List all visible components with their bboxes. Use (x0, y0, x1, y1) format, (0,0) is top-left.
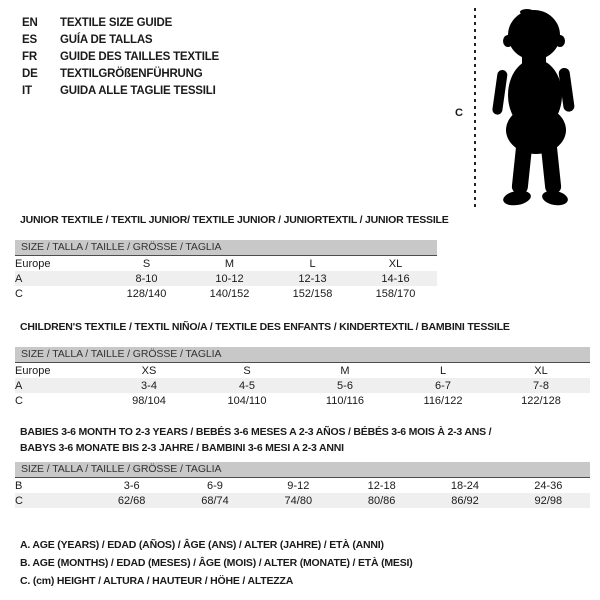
size-cell: S (243, 364, 251, 377)
table-row (15, 378, 590, 393)
table-title: JUNIOR TEXTILE / TEXTIL JUNIOR/ TEXTILE JUNIOR / JUNIORTEXTIL / JUNIOR TESSILE (20, 214, 449, 226)
size-cell: XL (534, 364, 548, 377)
size-cell: 5-6 (337, 379, 353, 392)
row-label: Europe (15, 257, 51, 270)
size-cell: 110/116 (325, 394, 365, 407)
size-cell: 152/158 (292, 287, 333, 300)
size-header-bar: SIZE / TALLA / TAILLE / GRÖSSE / TAGLIA (15, 462, 590, 478)
table-row (15, 363, 590, 378)
language-title: GUIDE DES TAILLES TEXTILE (60, 51, 219, 63)
size-cell: 74/80 (284, 494, 313, 507)
size-cell: 8-10 (135, 272, 158, 285)
language-title: GUIDA ALLE TAGLIE TESSILI (60, 85, 216, 97)
size-cell: 68/74 (201, 494, 229, 507)
size-cell: 3-6 (123, 479, 140, 492)
size-cell: 86/92 (451, 494, 479, 507)
size-cell: XS (141, 364, 157, 377)
language-title-list (22, 15, 219, 100)
junior-textile-table (15, 212, 449, 301)
table-title-line2: BABYS 3-6 MONATE BIS 2-3 JAHRE / BAMBINI 3-6 MESI A 2-3 ANNI (20, 442, 344, 454)
language-title: TEXTILE SIZE GUIDE (60, 17, 173, 29)
children-textile-table (15, 319, 590, 408)
table-row (15, 271, 437, 286)
height-measure-label: C (455, 107, 463, 119)
note-height: C. (cm) HEIGHT / ALTURA / HAUTEUR / HÖHE / ALTEZZA (20, 575, 294, 587)
height-measure-dotted-line (474, 8, 476, 207)
row-label: A (15, 379, 23, 392)
size-header-bar: SIZE / TALLA / TAILLE / GRÖSSE / TAGLIA (15, 240, 437, 256)
row-label: B (15, 479, 23, 492)
size-cell: 7-8 (533, 379, 549, 392)
size-cell: 140/152 (209, 287, 250, 300)
size-header-bar: SIZE / TALLA / TAILLE / GRÖSSE / TAGLIA (15, 347, 590, 363)
size-table (15, 363, 590, 408)
babies-textile-table (15, 424, 590, 508)
language-row (22, 49, 219, 66)
size-cell: 9-12 (287, 479, 310, 492)
size-cell: 12-18 (367, 479, 396, 492)
size-cell: 128/140 (126, 287, 167, 300)
size-cell: 4-5 (239, 379, 255, 392)
size-cell: 98/104 (132, 394, 166, 407)
language-row (22, 15, 219, 32)
size-cell: XL (388, 257, 403, 270)
note-age-years: A. AGE (YEARS) / EDAD (AÑOS) / ÂGE (ANS) / ALTER (JAHRE) / ETÀ (ANNI) (20, 539, 384, 551)
language-code: FR (22, 51, 37, 63)
size-cell: 62/68 (117, 494, 146, 507)
baby-silhouette-icon (484, 8, 590, 212)
baby-silhouette-svg (484, 8, 590, 207)
language-title: GUÍA DE TALLAS (60, 34, 153, 46)
row-label: C (15, 394, 23, 407)
size-table (15, 256, 437, 301)
size-cell: 6-9 (207, 479, 223, 492)
language-code: IT (22, 85, 32, 97)
size-cell: 122/128 (521, 394, 561, 407)
size-cell: M (224, 257, 235, 270)
language-code: ES (22, 34, 37, 46)
size-cell: 80/86 (367, 494, 396, 507)
size-cell: 116/122 (423, 394, 463, 407)
note-age-months: B. AGE (MONTHS) / EDAD (MESES) / ÂGE (MOIS) / ALTER (MONATE) / ETÀ (MESI) (20, 557, 413, 569)
size-cell: 10-12 (215, 272, 244, 285)
language-row (22, 66, 219, 83)
language-row (22, 83, 219, 100)
table-row (15, 286, 437, 301)
size-cell: 3-4 (141, 379, 157, 392)
size-cell: 92/98 (534, 494, 563, 507)
size-cell: M (340, 364, 350, 377)
row-label: Europe (15, 364, 51, 377)
size-table (15, 478, 590, 508)
legend-notes (20, 536, 413, 590)
size-cell: 18-24 (450, 479, 480, 492)
table-row (15, 256, 437, 271)
table-row (15, 493, 590, 508)
table-row (15, 393, 590, 408)
row-label: C (15, 287, 23, 300)
table-row (15, 478, 590, 493)
table-title: CHILDREN'S TEXTILE / TEXTIL NIÑO/A / TEXTILE DES ENFANTS / KINDERTEXTIL / BAMBINI TESSILE (20, 321, 510, 333)
size-cell: 14-16 (381, 272, 410, 285)
size-cell: 158/170 (375, 287, 416, 300)
language-code: DE (22, 68, 38, 80)
language-code: EN (22, 17, 38, 29)
size-cell: L (439, 364, 447, 377)
size-cell: L (309, 257, 316, 270)
size-cell: 6-7 (435, 379, 451, 392)
size-cell: 104/110 (227, 394, 267, 407)
language-row (22, 32, 219, 49)
size-cell: S (142, 257, 151, 270)
row-label: A (15, 272, 23, 285)
row-label: C (15, 494, 23, 507)
language-title: TEXTILGRÖßENFÜHRUNG (60, 68, 203, 80)
size-cell: 12-13 (298, 272, 327, 285)
size-cell: 24-36 (534, 479, 563, 492)
table-title-line1: BABIES 3-6 MONTH TO 2-3 YEARS / BEBÉS 3-6 MESES A 2-3 AÑOS / BÉBÉS 3-6 MOIS À 2-3 ANS / (20, 426, 492, 438)
